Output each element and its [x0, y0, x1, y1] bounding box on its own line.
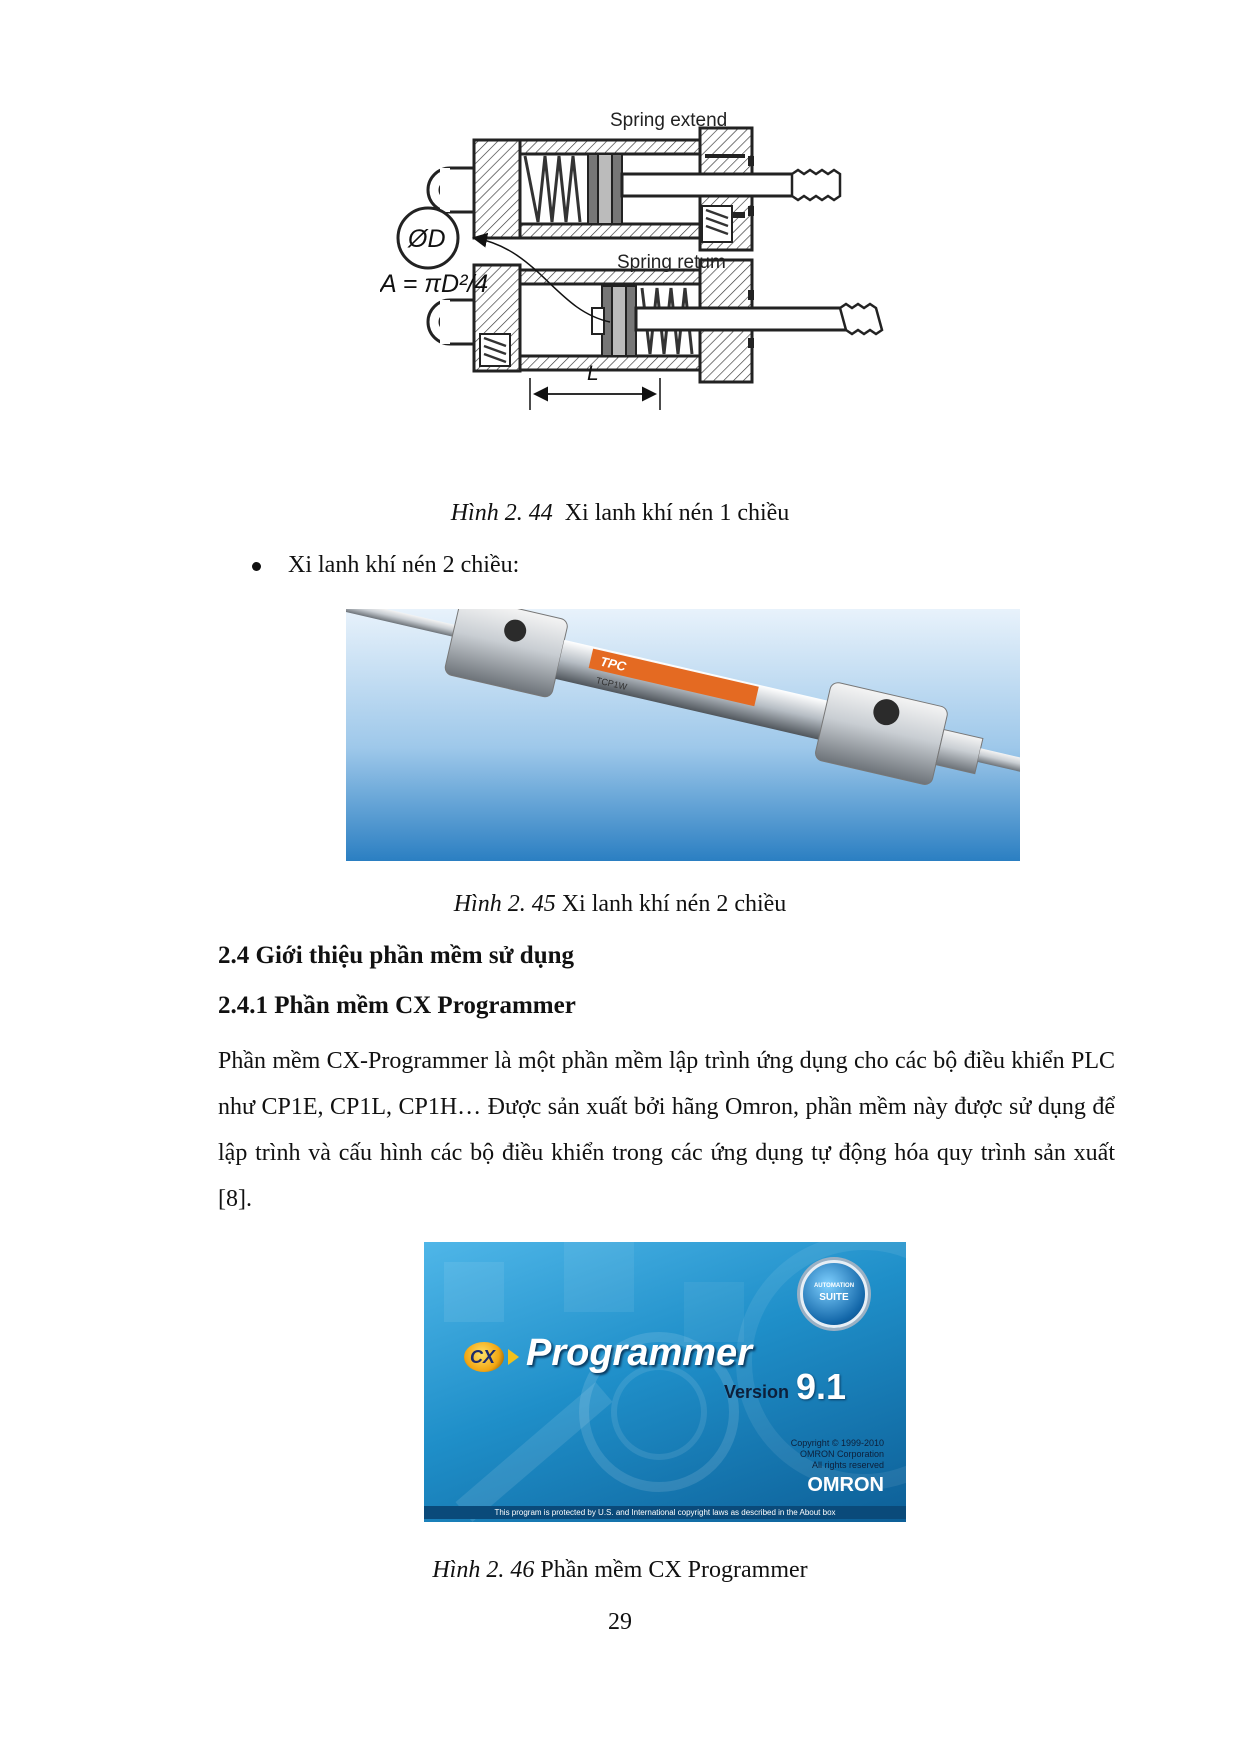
bullet-text: Xi lanh khí nén 2 chiều: — [288, 552, 520, 578]
spring-extend-cylinder — [428, 128, 840, 250]
arrow-icon — [508, 1349, 519, 1365]
double-acting-cylinder-photo — [346, 609, 1020, 861]
badge-line-2: SUITE — [819, 1292, 849, 1303]
cx-logo-text: CX — [470, 1347, 496, 1367]
cx-programmer-splash — [424, 1242, 906, 1522]
cylinder-brand: TPC — [598, 653, 628, 675]
copyright-line-1: Copyright © 1999-2010 — [790, 1438, 884, 1448]
area-formula: A = πD²/4 — [380, 270, 489, 298]
bullet-dot — [252, 562, 261, 571]
figure-46-number: Hình 2. 46 — [432, 1557, 535, 1583]
figure-44-caption — [0, 500, 1240, 527]
figure-44-text: Xi lanh khí nén 1 chiều — [564, 500, 790, 526]
figure-46-caption — [0, 1557, 1240, 1584]
version-number: 9.1 — [796, 1366, 847, 1407]
figure-44-number: Hình 2. 44 — [450, 500, 553, 526]
length-label: L — [587, 362, 599, 385]
copyright-block — [724, 1438, 884, 1471]
badge-line-1: AUTOMATION — [813, 1283, 855, 1289]
cx-logo — [464, 1342, 504, 1372]
subsection-heading: 2.4.1 Phần mềm CX Programmer — [218, 992, 576, 1019]
copyright-line-2: OMRON Corporation — [799, 1449, 884, 1459]
figure-45-caption — [0, 891, 1240, 918]
product-name: Programmer — [526, 1332, 752, 1374]
version-label: Version — [724, 1382, 790, 1402]
body-paragraph: Phần mềm CX-Programmer là một phần mềm lập trình ứng dụng cho các bộ điều khiển PLC như CP1E, CP1L, CP1H… Được sản xuất bởi hãng Omron, phần mềm này được sử dụng để lập trình và cấu hình các bộ điều khiển trong các ứng dụng tự động hóa quy trình sản xuất [8]. — [218, 1048, 1115, 1212]
cylinder-model: TCP1W — [595, 675, 628, 693]
omron-logo: OMRON — [807, 1474, 884, 1496]
spring-return-cylinder — [428, 260, 882, 382]
single-acting-cylinder-diagram — [380, 110, 980, 480]
automation-suite-badge — [800, 1260, 868, 1328]
page-number: 29 — [608, 1609, 632, 1635]
copyright-notice: This program is protected by U.S. and International copyright laws as described in the About box — [424, 1506, 906, 1519]
spring-extend-label: Spring extend — [610, 110, 728, 131]
figure-46-text: Phần mềm CX Programmer — [540, 1557, 808, 1583]
figure-45-text: Xi lanh khí nén 2 chiều — [561, 891, 787, 917]
spring-return-label: Spring retum — [617, 252, 726, 273]
figure-45-number: Hình 2. 45 — [453, 891, 556, 917]
diameter-label: ØD — [408, 225, 446, 253]
copyright-line-3: All rights reserved — [811, 1460, 884, 1470]
section-heading: 2.4 Giới thiệu phần mềm sử dụng — [218, 942, 575, 969]
